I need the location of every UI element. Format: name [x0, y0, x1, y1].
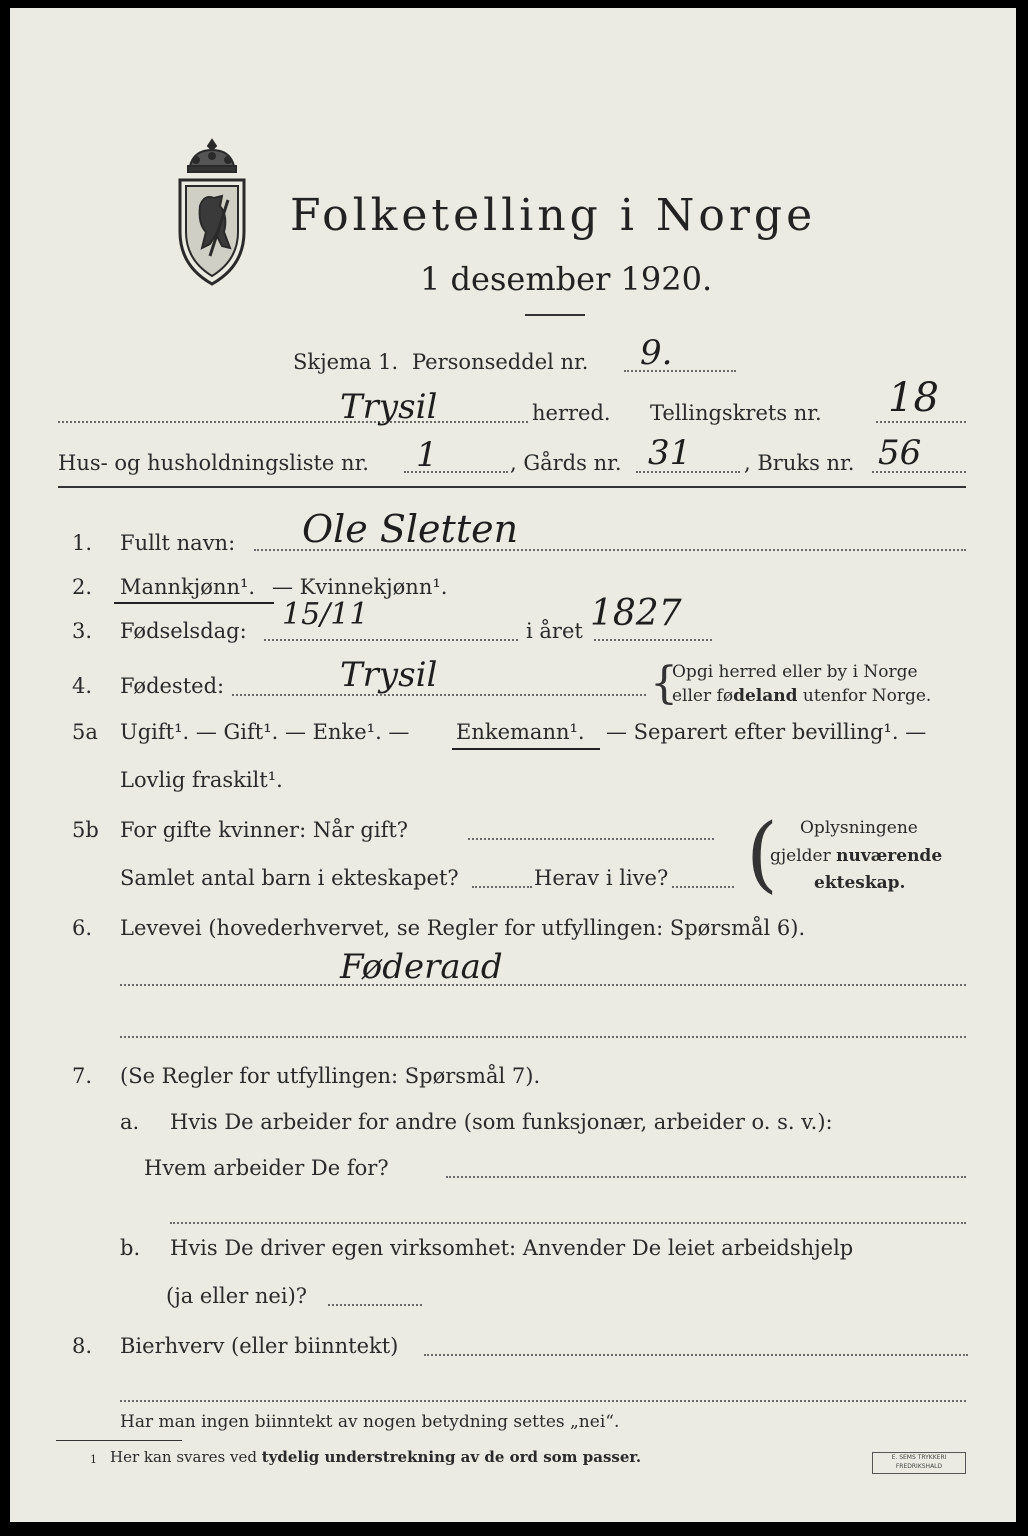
q3-label: Fødselsdag:	[120, 619, 247, 643]
tellingskrets-field[interactable]	[876, 421, 966, 423]
q6-field-1[interactable]	[120, 984, 966, 986]
q7a-line2: Hvem arbeider De for?	[144, 1156, 389, 1180]
q3-day-value: 15/11	[282, 597, 369, 632]
q8-label: Bierhverv (eller biinntekt)	[120, 1334, 399, 1358]
q6-value: Føderaad	[340, 947, 503, 987]
personseddel-label: Personseddel nr.	[412, 350, 589, 374]
q3-day-field[interactable]	[264, 639, 518, 641]
gards-value: 31	[648, 433, 692, 473]
q4-note-line2: eller fødeland utenfor Norge.	[672, 686, 932, 706]
q7b-field[interactable]	[328, 1304, 422, 1306]
q6-label: Levevei (hovederhvervet, se Regler for utfyllingen: Spørsmål 6).	[120, 916, 806, 940]
q1-value: Ole Sletten	[302, 507, 519, 551]
skjema-label: Skjema 1.	[293, 350, 399, 374]
q5a-enkemann-underline	[452, 748, 600, 750]
q7a-field-2[interactable]	[170, 1222, 966, 1224]
q3-year-field[interactable]	[594, 639, 712, 641]
q7-label: (Se Regler for utfyllingen: Spørsmål 7).	[120, 1064, 541, 1088]
q7b-number: b.	[120, 1236, 141, 1260]
footnote-text: Her kan svares ved tydelig understrekning av de ord som passer.	[110, 1448, 642, 1466]
q5a-number: 5a	[72, 720, 98, 744]
q4-field[interactable]	[232, 694, 646, 696]
q1-number: 1.	[72, 531, 93, 555]
q4-number: 4.	[72, 674, 93, 698]
form-date: 1 desember 1920.	[420, 260, 713, 298]
q8-number: 8.	[72, 1334, 93, 1358]
q8-note: Har man ingen biinntekt av nogen betydning settes „nei“.	[120, 1412, 620, 1432]
title-divider	[525, 314, 585, 316]
q4-note-line1: Opgi herred eller by i Norge	[672, 662, 918, 682]
q4-value: Trysil	[340, 655, 438, 695]
footnote-divider	[56, 1440, 182, 1441]
q8-field-1[interactable]	[424, 1354, 968, 1356]
q5b-line2-a: Samlet antal barn i ekteskapet?	[120, 866, 459, 890]
q3-year-value: 1827	[590, 593, 682, 634]
q5b-married-field[interactable]	[468, 838, 714, 840]
bruks-value: 56	[878, 433, 922, 473]
q6-number: 6.	[72, 916, 93, 940]
q4-label: Fødested:	[120, 674, 225, 698]
q5a-options-a[interactable]: Ugift¹. — Gift¹. — Enke¹. —	[120, 720, 410, 744]
tellingskrets-value: 18	[888, 375, 939, 421]
q7-number: 7.	[72, 1064, 93, 1088]
census-form	[10, 8, 1016, 1522]
q5b-note-line1: Oplysningene	[800, 818, 918, 838]
q7b-line1: Hvis De driver egen virksomhet: Anvender De leiet arbeidshjelp	[170, 1236, 854, 1260]
q2-number: 2.	[72, 575, 93, 599]
bruks-label: , Bruks nr.	[744, 451, 855, 475]
q6-field-2[interactable]	[120, 1036, 966, 1038]
q3-year-label: i året	[526, 619, 583, 643]
q1-label: Fullt navn:	[120, 531, 236, 555]
q5b-note-line3: ekteskap.	[814, 873, 906, 893]
herred-field[interactable]	[58, 421, 528, 423]
header-divider	[58, 486, 966, 488]
herred-value: Trysil	[340, 387, 438, 427]
herred-label: herred.	[532, 401, 611, 425]
q5a-options-b[interactable]: — Separert efter bevilling¹. —	[606, 720, 927, 744]
q5b-line1: For gifte kvinner: Når gift?	[120, 818, 409, 842]
q2-mann[interactable]: Mannkjønn¹.	[120, 575, 256, 599]
q5b-number: 5b	[72, 818, 99, 842]
hus-label: Hus- og husholdningsliste nr.	[58, 451, 369, 475]
printer-stamp: E. SEMS TRYKKERI FREDRIKSHALD	[872, 1452, 966, 1474]
q5b-children-field[interactable]	[472, 886, 532, 888]
q7a-number: a.	[120, 1110, 140, 1134]
q7a-field-1[interactable]	[446, 1176, 966, 1178]
footnote-mark: 1	[90, 1453, 97, 1466]
q7b-line2: (ja eller nei)?	[166, 1284, 308, 1308]
coat-of-arms-icon	[170, 136, 254, 288]
tellingskrets-label: Tellingskrets nr.	[650, 401, 822, 425]
q2-kvinne[interactable]: — Kvinnekjønn¹.	[272, 575, 448, 599]
hus-value: 1	[416, 435, 438, 475]
q5b-note-brace: (	[746, 807, 778, 902]
form-title: Folketelling i Norge	[290, 190, 817, 241]
q5b-alive-field[interactable]	[672, 886, 734, 888]
personseddel-value: 9.	[640, 333, 673, 373]
q2-mann-underline	[114, 602, 274, 604]
q8-field-2[interactable]	[120, 1400, 966, 1402]
q4-note-brace: {	[650, 658, 678, 709]
q5a-enkemann[interactable]: Enkemann¹.	[456, 720, 585, 744]
gards-label: , Gårds nr.	[510, 451, 622, 475]
q5a-line2[interactable]: Lovlig fraskilt¹.	[120, 768, 283, 792]
q5b-line2-b: Herav i live?	[534, 866, 669, 890]
q5b-note-line2: gjelder nuværende	[770, 846, 943, 866]
q3-number: 3.	[72, 619, 93, 643]
q7a-line1: Hvis De arbeider for andre (som funksjonær, arbeider o. s. v.):	[170, 1110, 833, 1134]
